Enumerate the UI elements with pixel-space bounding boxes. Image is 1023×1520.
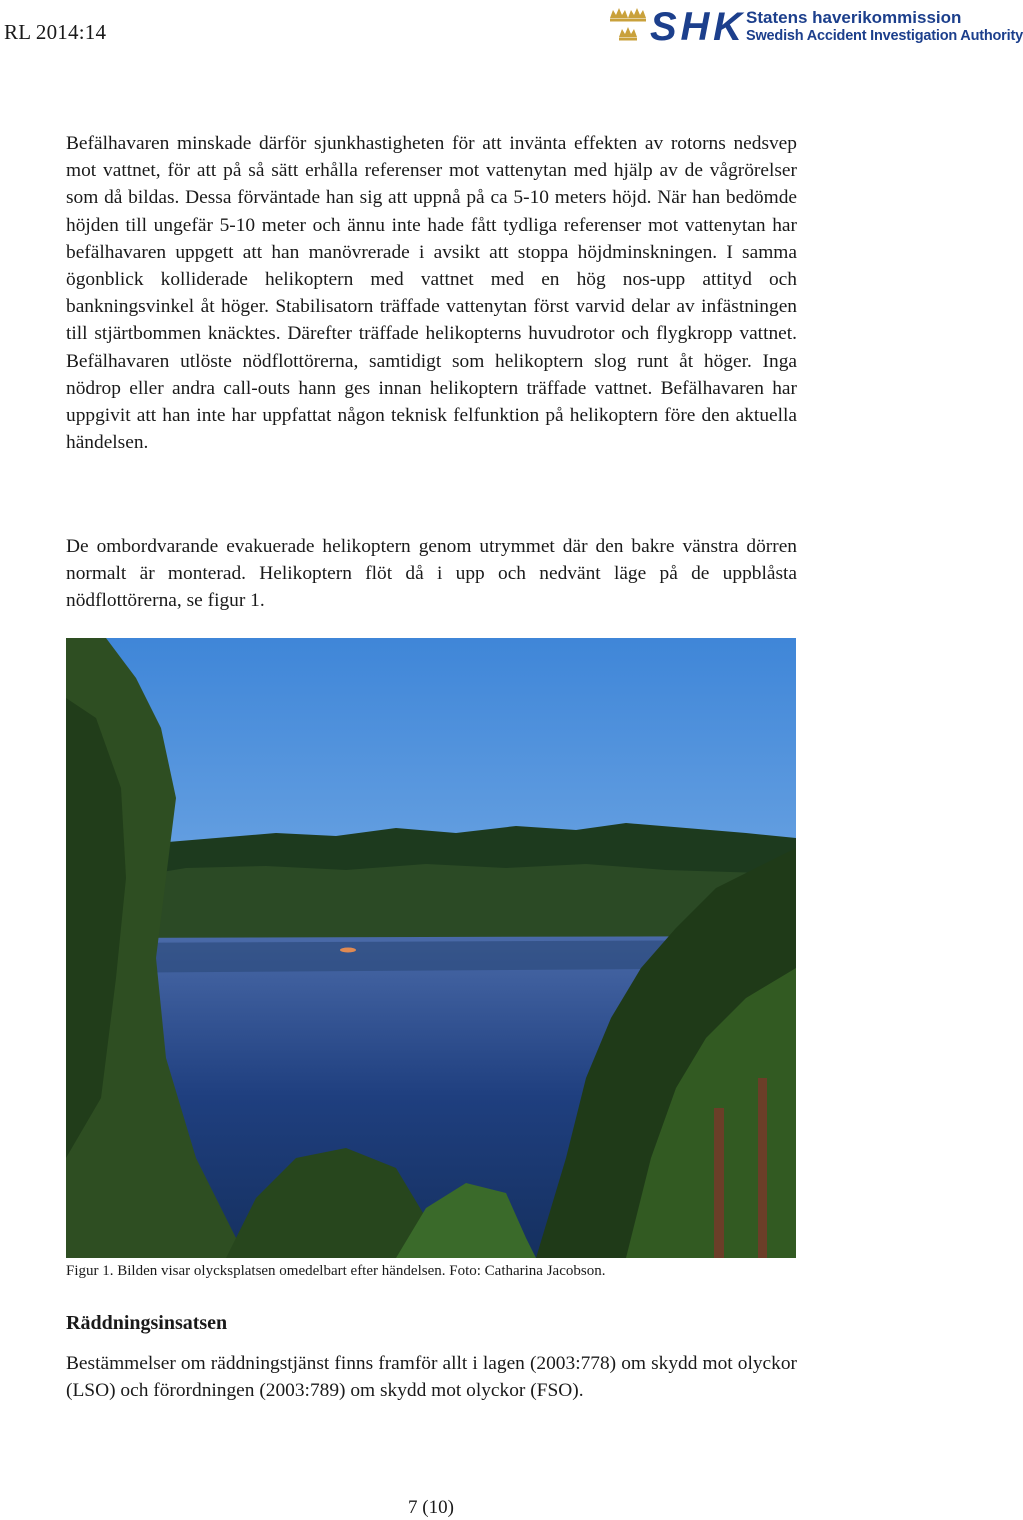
body-paragraph-1: Befälhavaren minskade därför sjunkhastigheten för att invänta effekten av rotorns nedsvep mot vattnet, för att på så sätt erhålla referenser mot vattenytan med hjälp av de vågrörelser som då bildas. Dessa förväntade han sig att uppnå på ca 5-10 meters höjd. När han bedömde höjden till ungefär 5-10 meter och ännu inte hade fått tydliga referenser mot vattenytan har befälhavaren uppgett att han manövrerade i avsikt att stoppa höjdminskningen. I samma ögonblick kolliderade helikoptern med vattnet med en hög nos-upp attityd och bankningsvinkel åt höger. Stabilisatorn träffade vattenytan först varvid delar av infästningen till stjärtbommen knäcktes. Därefter träffade helikopterns huvudrotor och flygkropp vattnet. Befälhavaren utlöste nödflottörerna, samtidigt som helikoptern slog runt åt höger. Inga nödrop eller andra call-outs hann ges innan helikoptern träffade vattnet. Befälhavaren har uppgivit att han inte har uppfattat någon teknisk felfunktion på helikoptern före den aktuella händelsen.: [66, 133, 797, 454]
agency-name-english: Swedish Accident Investigation Authority: [746, 28, 1023, 44]
section-heading: Räddningsinsatsen: [66, 1312, 228, 1334]
agency-name-swedish: Statens haverikommission: [746, 8, 962, 27]
figure-caption: Figur 1. Bilden visar olycksplatsen omedelbart efter händelsen. Foto: Catharina Jacobson.: [66, 1263, 606, 1279]
logo-text: SHK: [650, 5, 742, 49]
shk-wordmark: [648, 5, 744, 49]
page-number: 7 (10): [408, 1497, 454, 1518]
body-paragraph-2: De ombordvarande evakuerade helikoptern genom utrymmet där den bakre vänstra dörren normalt är monterad. Helikoptern flöt då i upp och nedvänt läge på de uppblåsta nödflottörerna, se figur 1.: [66, 536, 797, 612]
section-paragraph: Bestämmelser om räddningstjänst finns framför allt i lagen (2003:778) om skydd mot olyckor (LSO) och förordningen (2003:789) om skydd mot olyckor (FSO).: [66, 1353, 797, 1402]
three-crowns-icon: [608, 6, 648, 46]
accident-site-photo: [66, 638, 796, 1258]
shk-logo: [608, 4, 1023, 49]
report-id: RL 2014:14: [4, 20, 107, 44]
